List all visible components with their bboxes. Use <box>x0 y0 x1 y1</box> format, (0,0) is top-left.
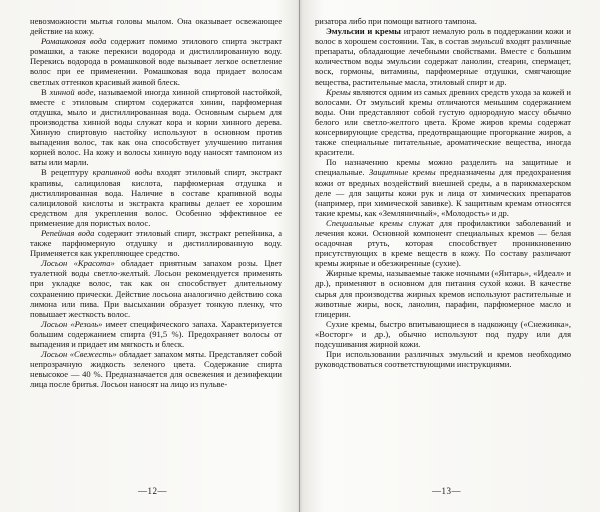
paragraph: ризатора либо при помощи ватного тампона. <box>315 16 477 26</box>
paragraph-loson-krasota: Лосьон «Красота» обладает приятным запахом розы. Цвет туалетной воды светло-желтый. Лосьон рекомендуется применять при укладке волос, так как он способствует длительному сохранению прически. Действие лосьона аналогично действию сока лимона или пива. При высыхании образует тонкую пленку, что повышает жесткость волос. <box>30 258 282 319</box>
term: Лосьон «Резоль» <box>41 318 103 329</box>
paragraph-repeynaya-voda: Репейная вода содержит этиловый спирт, экстракт репейника, а также парфюмерную отдушку и дистиллированную воду. Применяется как укрепляющее средство. <box>30 227 282 259</box>
paragraph-krapivnaya-voda: В рецептуру крапивной воды входят этиловый спирт, экстракт крапивы, салициловая кислота, парфюмерная отдушка и дистиллированная вода. Наличие в составе крапивной воды салициловой кислоты и экстракта крапивы делает ее хорошим средством для укрепления волос. Особенно эффективное ее применение для пористых волос. <box>30 167 282 228</box>
term: эмульсий <box>471 36 504 47</box>
page-number-right: —13— <box>432 486 461 496</box>
paragraph-instrukcii: При использовании различных эмульсий и кремов необходимо руководствоваться соответствующими инструкциями. <box>315 349 571 370</box>
paragraph-sukhie-kremy: Сухие кремы, быстро впитывающиеся в надкожицу («Снежинка», «Восторг» и др.), обычно используют под пудру или для подсушивания жирной кожи. <box>315 318 571 349</box>
paragraph-specialnye-kremy: Специальные кремы служат для профилактики заболеваний и лечения кожи. Основной компонент специальных кремов — белая осадочная ртуть, которая способствует проникновению присутствующих в креме веществ в кожу. По составу различают кремы жирные и обезжиренные (сухие). <box>315 217 571 269</box>
paragraph-zhirnye-kremy: Жирные кремы, называемые также ночными («Янтарь», «Идеал» и др.), применяют в основном для питания сухой кожи. В качестве сырья для производства жирных кремов используют растительные и животные жиры, воск, ланолин, парафин, парфюмерное масло и глицерин. <box>315 268 571 319</box>
page-number-left: —12— <box>138 486 167 496</box>
page-left <box>30 16 282 506</box>
term: Лосьон «Свежесть» <box>41 349 117 360</box>
left-text-column <box>30 16 282 389</box>
term: Эмульсии и кремы <box>326 26 401 37</box>
term: Репейная вода <box>41 227 95 238</box>
paragraph-kremy: Кремы являются одним из самых древних средств ухода за кожей и волосами. От эмульсий кремы отличаются меньшим содержанием воды. Они представляют собой густую однородную массу обычно белого или светло-желтого цвета. Кроме жиров кремы содержат консервирующие средства, предотвращающие прогоркание жиров, а также специальные питательные, ароматические вещества, иногда красители. <box>315 86 571 158</box>
term: крапивной воды <box>92 167 153 178</box>
term: Лосьон «Красота» <box>41 258 115 269</box>
paragraph: невозможности мытья головы мылом. Она оказывает освежающее действие на кожу. <box>30 16 282 37</box>
term: хинной воде <box>49 86 94 97</box>
book-gutter <box>299 0 300 512</box>
paragraph-emulsii-i-kremy: Эмульсии и кремы играют немалую роль в поддержании кожи и волос в хорошем состоянии. Так, в состав эмульсий входят различные препараты, обладающие лечебными свойствами. Вместе с большим количеством воды эмульсии содержат ланолин, стеарин, спермацет, воск, гормоны, витамины, парфюмерные отдушки, смягчающие вещества, растительные масла, этиловый спирт и др. <box>315 26 571 87</box>
paragraph-zashchitnye-kremy: По назначению кремы можно разделить на защитные и специальные. Защитные кремы предназначены для предохранения кожи от вредных воздействий внешней среды, а в парикмахерском деле — для защиты кожи рук и лица от химических препаратов (например, при химической завивке). К защитным кремам относятся такие кремы, как «Земляничный», «Молодость» и др. <box>315 157 571 218</box>
term: Специальные кремы <box>326 217 403 228</box>
paragraph-loson-svezhest: Лосьон «Свежесть» обладает запахом мяты. Представляет собой непрозрачную жидкость зеленого цвета. Содержание спирта невысокое — 40 %. Предназначается для освежения и дезинфекции лица после бритья. Лосьон наносят на лицо из пульве- <box>30 349 282 390</box>
term: Защитные кремы <box>368 167 436 178</box>
paragraph-loson-rezol: Лосьон «Резоль» имеет специфического запаха. Характеризуется большим содержанием спирта (91,5 %). Предохраняет волосы от выпадения и придает им мягкость и блеск. <box>30 318 282 349</box>
term: Кремы <box>326 86 351 97</box>
paragraph-khinnaya-voda: В хинной воде, называемой иногда хинной спиртовой настойкой, вместе с этиловым спиртом содержатся хинин, парфюмерная отдушка, мыло и дистиллированная вода. Основным сырьем для производства хинной воды служат кора и корни хинного дерева. Хинную спиртовую настойку используют в основном против выпадения волос, так как она способствует улучшению питания корней волос. На кожу и волосы хинную воду наносят тампоном из ваты или марли. <box>30 86 282 168</box>
right-text-column <box>315 16 571 369</box>
page-right <box>315 16 571 506</box>
term: Ромашковая вода <box>41 36 107 47</box>
paragraph-romashkovaya-voda: Ромашковая вода содержит помимо этилового спирта экстракт ромашки, а также перекиси водорода и дистиллированную воду. Перекись водорода в ромашковой воде вызывает легкое осветление волос при ее применении. Ромашковая вода придает волосам светлых оттенков красивый живой блеск. <box>30 36 282 87</box>
